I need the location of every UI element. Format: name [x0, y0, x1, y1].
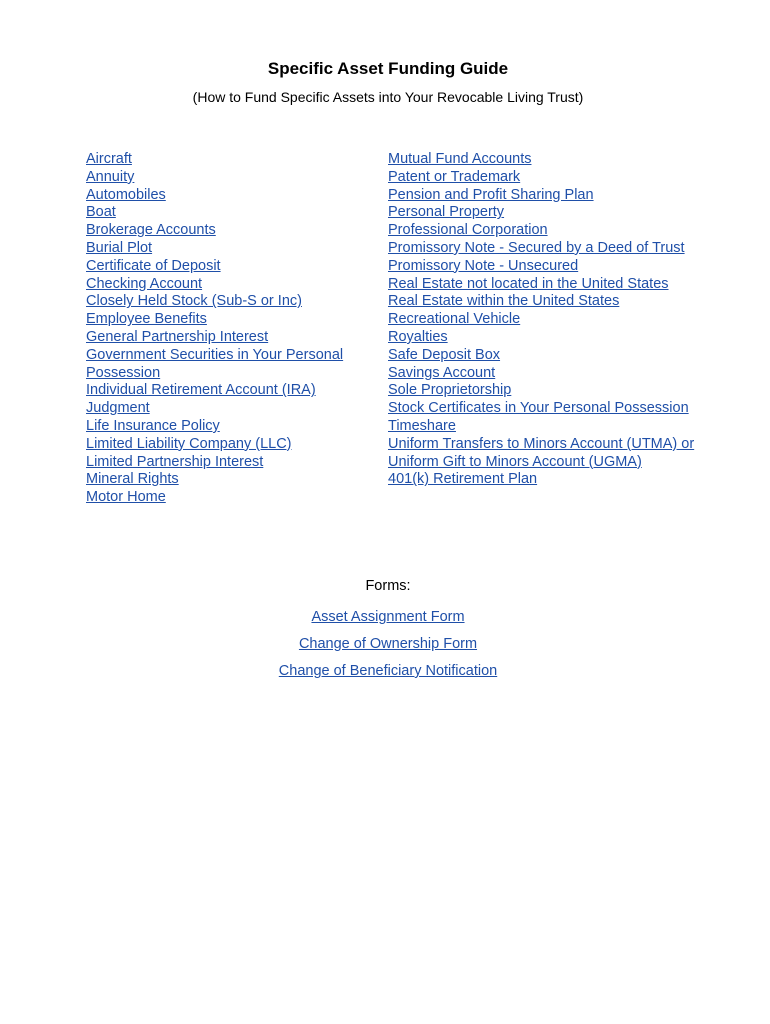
form-link-asset-assignment[interactable]: Asset Assignment Form	[311, 609, 465, 625]
forms-list	[0, 604, 770, 685]
list-item	[388, 454, 728, 472]
asset-link-employee-benefits[interactable]: Employee Benefits	[86, 311, 207, 328]
list-item	[86, 276, 376, 294]
list-item	[86, 187, 376, 205]
form-link-change-of-ownership[interactable]: Change of Ownership Form	[298, 636, 478, 652]
asset-link-patent-or-trademark[interactable]: Patent or Trademark	[388, 168, 521, 185]
asset-link-ira[interactable]: Individual Retirement Account (IRA)	[86, 382, 316, 399]
page-title: Specific Asset Funding Guide	[267, 59, 509, 78]
list-item	[388, 276, 728, 294]
list-item	[388, 382, 728, 400]
asset-link-annuity[interactable]: Annuity	[86, 168, 135, 185]
asset-link-ugma[interactable]: Uniform Gift to Minors Account (UGMA)	[388, 453, 642, 470]
asset-link-life-insurance-policy[interactable]: Life Insurance Policy	[86, 417, 220, 434]
list-item	[388, 258, 728, 276]
list-item	[388, 436, 728, 454]
asset-list-left	[86, 151, 376, 507]
list-item	[388, 365, 728, 383]
asset-link-automobiles[interactable]: Automobiles	[86, 186, 166, 203]
list-item	[86, 240, 376, 258]
asset-link-royalties[interactable]: Royalties	[388, 328, 448, 345]
asset-link-real-estate-outside-us[interactable]: Real Estate not located in the United States	[388, 275, 669, 292]
page-subtitle: (How to Fund Specific Assets into Your Revocable Living Trust)	[192, 89, 584, 105]
asset-link-motor-home[interactable]: Motor Home	[86, 489, 166, 506]
list-item	[86, 382, 376, 400]
asset-link-sole-proprietorship[interactable]: Sole Proprietorship	[388, 382, 512, 399]
asset-link-utma[interactable]: Uniform Transfers to Minors Account (UTMA) or	[388, 435, 695, 452]
list-item	[86, 293, 376, 311]
asset-link-401k-retirement-plan[interactable]: 401(k) Retirement Plan	[388, 471, 538, 488]
asset-link-pension-profit-sharing[interactable]: Pension and Profit Sharing Plan	[388, 186, 594, 203]
asset-link-mutual-fund-accounts[interactable]: Mutual Fund Accounts	[388, 151, 532, 167]
asset-link-general-partnership-interest[interactable]: General Partnership Interest	[86, 328, 269, 345]
list-item	[388, 222, 728, 240]
asset-link-mineral-rights[interactable]: Mineral Rights	[86, 471, 179, 488]
asset-link-timeshare[interactable]: Timeshare	[388, 417, 456, 434]
asset-link-judgment[interactable]: Judgment	[86, 400, 150, 417]
asset-link-promissory-note-unsecured[interactable]: Promissory Note - Unsecured	[388, 257, 579, 274]
asset-link-limited-partnership-interest[interactable]: Limited Partnership Interest	[86, 453, 264, 470]
forms-heading: Forms:	[365, 578, 411, 594]
asset-link-certificate-of-deposit[interactable]: Certificate of Deposit	[86, 257, 221, 274]
list-item	[0, 658, 770, 685]
form-link-change-of-beneficiary[interactable]: Change of Beneficiary Notification	[278, 663, 498, 679]
list-item	[86, 311, 376, 329]
asset-link-llc[interactable]: Limited Liability Company (LLC)	[86, 435, 292, 452]
list-item	[86, 418, 376, 436]
asset-link-promissory-note-secured[interactable]: Promissory Note - Secured by a Deed of Trust	[388, 239, 685, 256]
asset-link-stock-certificates[interactable]: Stock Certificates in Your Personal Possession	[388, 400, 689, 417]
asset-link-personal-property[interactable]: Personal Property	[388, 204, 505, 221]
asset-link-burial-plot[interactable]: Burial Plot	[86, 239, 153, 256]
asset-link-savings-account[interactable]: Savings Account	[388, 364, 496, 381]
list-item	[86, 489, 376, 507]
list-item	[388, 151, 728, 169]
list-item	[388, 471, 728, 489]
asset-link-real-estate-within-us[interactable]: Real Estate within the United States	[388, 293, 620, 310]
asset-list-right	[388, 151, 728, 489]
asset-link-professional-corporation[interactable]: Professional Corporation	[388, 222, 548, 239]
list-item	[86, 347, 376, 365]
list-item	[388, 187, 728, 205]
list-item	[86, 400, 376, 418]
asset-link-boat[interactable]: Boat	[86, 204, 116, 221]
asset-link-brokerage-accounts[interactable]: Brokerage Accounts	[86, 222, 216, 239]
list-item	[388, 418, 728, 436]
list-item	[86, 151, 376, 169]
list-item	[0, 631, 770, 658]
list-item	[86, 365, 376, 383]
asset-link-recreational-vehicle[interactable]: Recreational Vehicle	[388, 311, 521, 328]
asset-link-government-securities[interactable]: Government Securities in Your Personal	[86, 346, 344, 363]
list-item	[388, 293, 728, 311]
list-item	[388, 204, 728, 222]
asset-link-checking-account[interactable]: Checking Account	[86, 275, 203, 292]
list-item	[388, 329, 728, 347]
list-item	[86, 258, 376, 276]
asset-link-government-securities-continued[interactable]: Possession	[86, 364, 161, 381]
list-item	[86, 222, 376, 240]
list-item	[388, 347, 728, 365]
list-item	[388, 311, 728, 329]
list-item	[388, 169, 728, 187]
list-item	[388, 240, 728, 258]
list-item	[86, 471, 376, 489]
list-item	[86, 169, 376, 187]
list-item	[0, 604, 770, 631]
asset-link-closely-held-stock[interactable]: Closely Held Stock (Sub-S or Inc)	[86, 293, 302, 310]
asset-link-safe-deposit-box[interactable]: Safe Deposit Box	[388, 346, 501, 363]
list-item	[86, 329, 376, 347]
list-item	[86, 436, 376, 454]
asset-link-aircraft[interactable]: Aircraft	[86, 151, 132, 167]
list-item	[388, 400, 728, 418]
list-item	[86, 454, 376, 472]
list-item	[86, 204, 376, 222]
